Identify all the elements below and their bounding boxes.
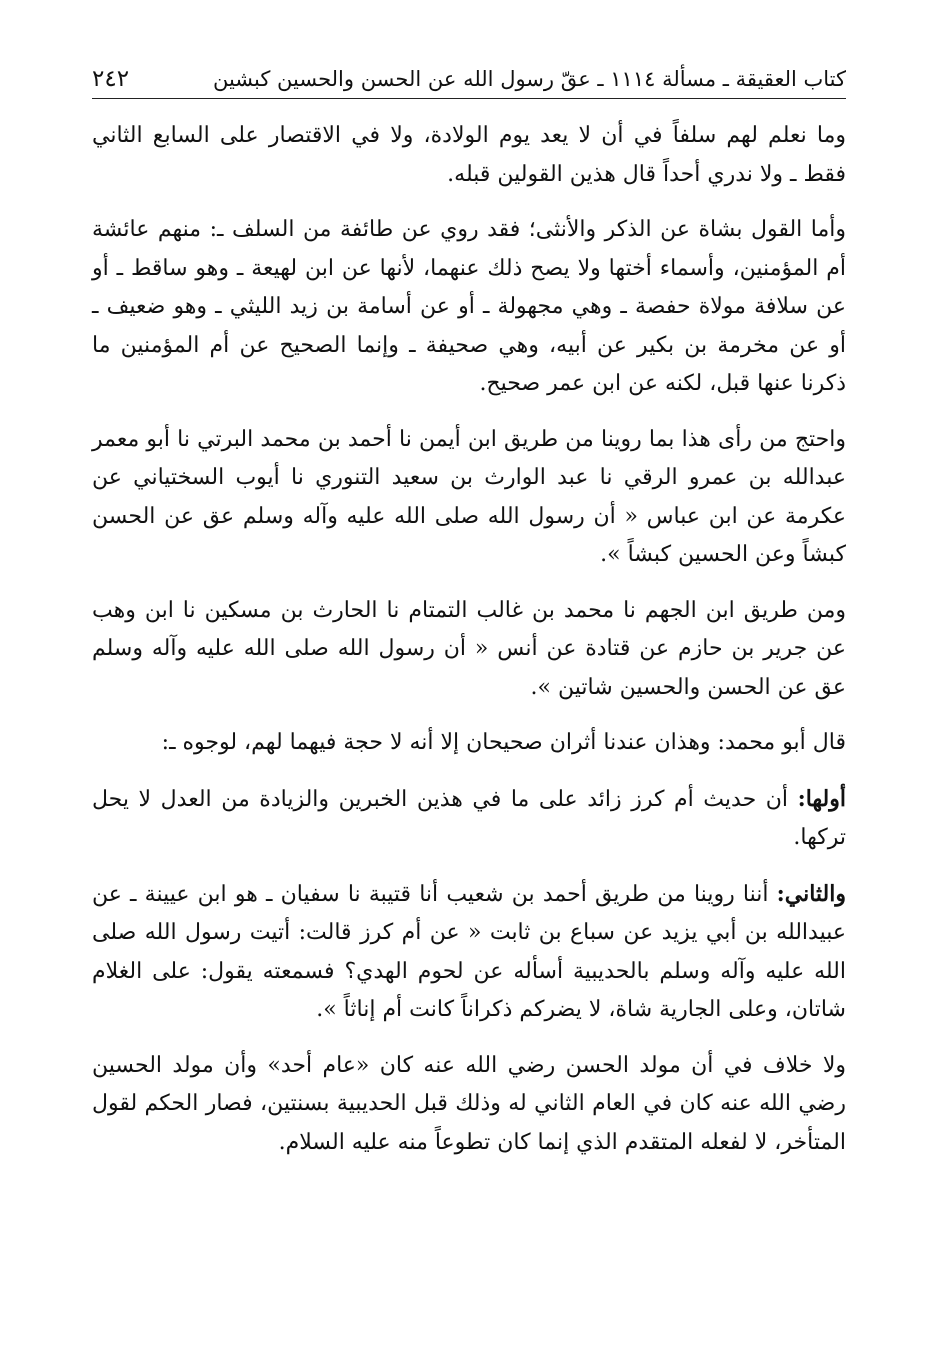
paragraph-6 [92,780,846,858]
paragraph-4 [92,592,846,708]
page-number: ٢٤٢ [92,66,130,92]
paragraph-1 [92,117,846,194]
paragraph-8 [92,1047,846,1163]
paragraph-text: أننا روينا من طريق أحمد بن شعيب أنا قتيبة نا سفيان ـ هو ابن عيينة ـ عن عبيدالله بن أبي يزيد عن سباع بن ثابت « عن أم كرز قالت: أتيت رسول الله صلى الله عليه وآله وسلم بالحديبية أسأله عن لحوم الهدي؟ فسمعته يقول: على الغلام شاتان، وعلى الجارية شاة، لا يضركم ذكراناً كانت أم إناثاً ». [92,881,846,1022]
running-header [92,48,846,92]
header-rule [92,98,846,99]
paragraph-text: وأما القول بشاة عن الذكر والأنثى؛ فقد روي عن طائفة من السلف ـ: منهم عائشة أم المؤمنين، وأسماء أختها ولا يصح ذلك عنهما، لأنها عن ابن لهيعة ـ وهو ساقط ـ أو عن سلافة مولاة حفصة ـ وهي مجهولة ـ أو عن أسامة بن زيد الليثي ـ وهو ضعيف ـ أو عن مخرمة بن بكير عن أبيه، وهي صحيفة ـ وإنما الصحيح عن أم المؤمنين ما ذكرنا عنها قبل، لكنه عن ابن عمر صحيح. [92,217,846,396]
paragraph-text: أن حديث أم كرز زائد على ما في هذين الخبرين والزيادة من العدل لا يحل تركها. [92,786,846,850]
page-body [92,117,846,1162]
paragraph-7 [92,875,846,1030]
paragraph-lead: أولها: [797,785,846,812]
paragraph-text: وما نعلم لهم سلفاً في أن لا يعد يوم الولادة، ولا في الاقتصار على السابع الثاني فقط ـ ولا ندري أحداً قال هذين القولين قبله. [92,123,846,187]
paragraph-lead: والثاني: [776,880,846,907]
paragraph-3 [92,421,846,575]
paragraph-text: واحتج من رأى هذا بما روينا من طريق ابن أيمن نا أحمد بن محمد البرتي نا أبو معمر عبدالله بن عمرو الرقي نا عبد الوارث بن سعيد التنوري نا أيوب السختياني عن عكرمة عن ابن عباس « أن رسول الله صلى الله عليه وآله وسلم عق عن الحسن كبشاً وعن الحسين كبشاً ». [92,426,846,567]
paragraph-5 [92,724,846,763]
paragraph-text: ومن طريق ابن الجهم نا محمد بن غالب التمتام نا الحارث بن مسكين نا ابن وهب عن جرير بن حازم عن قتادة عن أنس « أن رسول الله صلى الله عليه وآله وسلم عق عن الحسن والحسين شاتين ». [92,597,846,700]
paragraph-2 [92,211,846,404]
paragraph-text: قال أبو محمد: وهذان عندنا أثران صحيحان إلا أنه لا حجة فيهما لهم، لوجوه ـ: [161,730,846,755]
paragraph-text: ولا خلاف في أن مولد الحسن رضي الله عنه كان «عام أحد» وأن مولد الحسين رضي الله عنه كان في العام الثاني له وذلك قبل الحديبية بسنتين، فصار الحكم لقول المتأخر، لا لفعله المتقدم الذي إنما كان تطوعاً منه عليه السلام. [92,1052,846,1155]
header-title: كتاب العقيقة ـ مسألة ١١١٤ ـ عقّ رسول الله عن الحسن والحسين كبشين [212,67,846,91]
